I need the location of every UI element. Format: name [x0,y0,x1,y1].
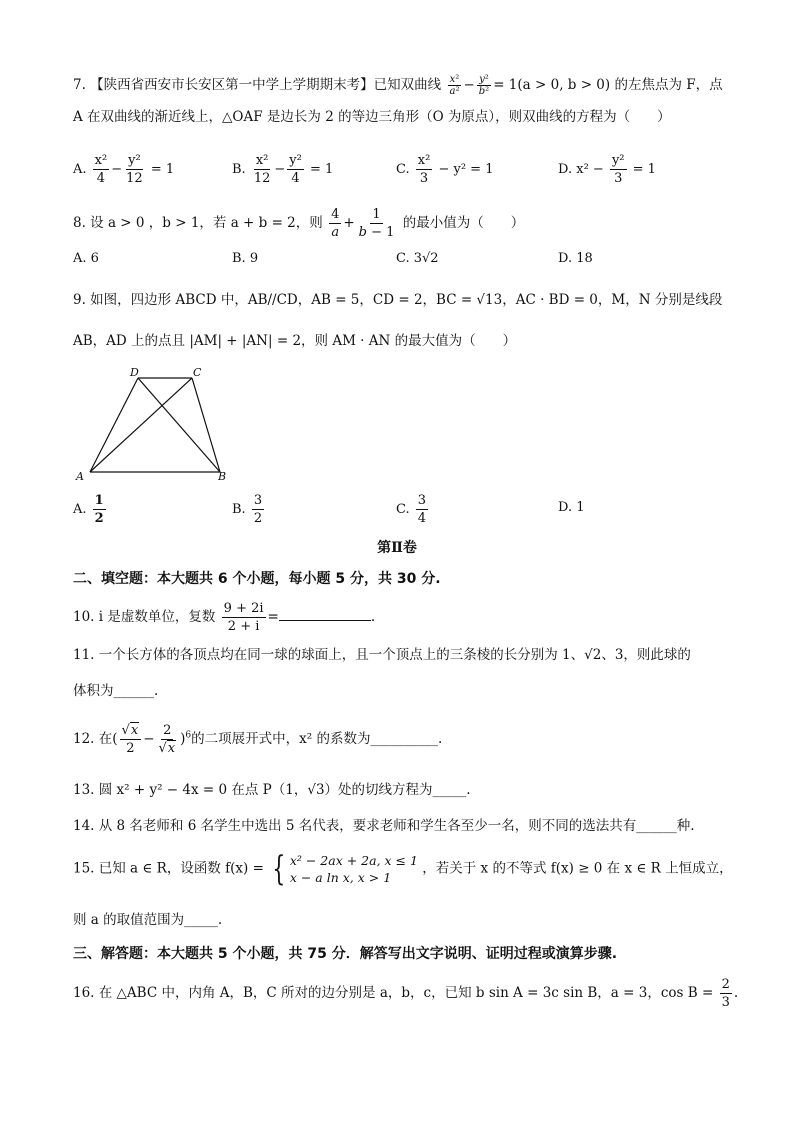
label-b: B [218,470,227,483]
q16-frac: $\frac{2}{3}$ [721,977,730,1010]
q7-c-tail: − y² = 1 [438,162,494,177]
question-15-line-2: 则 a 的取值范围为_____. [73,912,223,928]
q9-option-d-label: D. [558,500,573,515]
q8-option-d[interactable]: D. 18 [558,251,593,266]
q7-option-c-label: C. [396,162,410,177]
q7-a-frac1: $\frac{\text{x²}}{4}$ [94,153,108,186]
q7-b-frac2: $\frac{\text{y²}}{4}$ [289,153,302,186]
question-11-line-1: 11. 一个长方体的各顶点均在同一球的球面上，且一个顶点上的三条棱的长分别为 1、√2、3，则此球的 [73,647,691,663]
q7-frac-x: $\frac{\text{x²}}{\text{a²}}$ [449,74,460,97]
question-7-line-1: 7. 【陕西省西安市长安区第一中学上学期期末考】已知双曲线 $\frac{\text{x²}}{\text{a²}}$ − $\frac{\text{y²}}{\text{b²}}$ = 1(a > 0, b > 0) 的左焦点为 F，点 [73,74,723,97]
q16-lead: 16. 在 △ABC 中，内角 A，B，C 所对的边分别是 a，b，c，已知 b sin A = 3c sin B，a = 3，cos B = [73,985,714,1001]
q12-frac1: $\frac{√x}{2}$ [120,722,142,757]
q7-frac-y: $\frac{\text{y²}}{\text{b²}}$ [478,74,490,97]
q9-option-a-label: A. [73,502,87,517]
q8-frac1: $\frac{4}{a}$ [331,207,340,240]
q10-lead: 10. i 是虚数单位，复数 [73,609,216,625]
q7-c-frac1: $\frac{\text{x²}}{3}$ [417,153,431,186]
q7-d-pre: x² − [576,162,604,177]
q10-frac: $\frac{9 + 2i}{2 + i}$ [223,601,264,634]
q8-frac2: $\frac{1}{b - 1}$ [358,207,395,240]
section-3-heading: 三、解答题：本大题共 5 个小题，共 75 分．解答写出文字说明、证明过程或演算步骤. [73,946,618,962]
trapezoid-figure [72,362,242,484]
q7-option-d-label: D. [558,162,573,177]
q15-tail: ，若关于 x 的不等式 f(x) ≥ 0 在 x ∈ R 上恒成立， [422,860,733,877]
q9-option-c-label: C. [396,502,410,517]
q12-tail: 的二项展开式中，x² 的系数为__________. [191,731,443,747]
q12-lead: 12. 在 [73,731,113,747]
q7-option-d[interactable] [558,152,656,187]
q8-option-c[interactable]: C. 3√2 [396,251,439,266]
question-9-line-2: AB，AD 上的点且 |AM| + |AN| = 2，则 AM · AN 的最大值为（ ） [73,333,517,349]
q7-d-frac2: $\frac{\text{y²}}{3}$ [611,153,625,186]
q7-option-a-label: A. [73,162,87,177]
question-12: 12. 在( $\frac{√x}{2}$ − $\frac{2}{√x}$ )$^6$的二项展开式中，x² 的系数为__________. [73,723,443,756]
q9-option-a[interactable] [73,492,108,527]
q7-tail: 的左焦点为 F，点 [610,77,723,93]
q15-case-2: x − a ln x, x > 1 [289,870,392,885]
q9-option-b-label: B. [232,502,246,517]
q8-option-a[interactable]: A. 6 [73,251,99,266]
q9-option-b[interactable] [232,492,266,527]
question-8: 8. 设 a > 0 ，b > 1，若 a + b = 2，则 $\frac{4}{a}$ + $\frac{1}{b - 1}$ 的最小值为（ ） [73,207,525,240]
q9-b-frac: $\frac{3}{2}$ [253,493,263,526]
q7-b-frac1: $\frac{\text{x²}}{12}$ [253,153,271,186]
question-9-line-1: 9. 如图，四边形 ABCD 中，AB//CD，AB = 5，CD = 2，BC = √13，AC · BD = 0，M，N 分别是线段 [73,292,723,308]
question-11-line-2: 体积为______. [73,683,159,699]
question-14: 14. 从 8 名老师和 6 名学生中选出 5 名代表，要求老师和学生各至少一名，则不同的选法共有______种. [73,818,695,834]
q8-tail: 的最小值为（ ） [402,215,525,231]
q15-piecewise: { x² − 2ax + 2a, x ≤ 1 x − a ln x, x > 1 [272,849,418,889]
q9-a-frac: $\frac{1}{2}$ [94,493,104,526]
question-13: 13. 圆 x² + y² − 4x = 0 在点 P（1，√3）处的切线方程为_____. [73,782,471,798]
q7-option-a[interactable]: A. $\frac{\text{x²}}{4}$ − $\frac{\text{y²}}{12}$ = 1 [73,153,175,186]
question-7-line-2: A 在双曲线的渐近线上，△OAF 是边长为 2 的等边三角形（O 为原点），则双曲线的方程为（ ） [73,109,671,125]
q12-frac2: $\frac{2}{√x}$ [158,723,176,756]
part-2-title: 第Ⅱ卷 [377,540,417,556]
question-16 [73,976,738,1011]
q7-option-c[interactable] [396,152,493,187]
q7-option-b[interactable]: B. $\frac{\text{x²}}{12}$ − $\frac{\text{y²}}{4}$ = 1 [232,153,334,186]
q7-option-b-label: B. [232,162,246,177]
q7-b-tail: = 1 [309,162,334,177]
q10-answer-blank[interactable] [279,606,371,621]
q16-tail: . [733,985,739,1001]
q7-d-tail: = 1 [632,162,656,177]
q8-option-b[interactable]: B. 9 [232,251,259,266]
q15-lead: 15. 已知 a ∈ R，设函数 f(x) = [73,860,264,877]
label-d: D [130,366,139,379]
label-a: A [76,470,84,483]
question-10: 10. i 是虚数单位，复数 $\frac{9 + 2i}{2 + i}$ = . [73,601,376,634]
question-15-line-1 [73,849,733,889]
q9-option-c[interactable] [396,492,430,527]
q9-option-d[interactable] [558,498,585,518]
label-c: C [193,366,202,379]
q7-lead: 7. 【陕西省西安市长安区第一中学上学期期末考】已知双曲线 [73,77,442,93]
q8-lead: 8. 设 a > 0 ，b > 1，若 a + b = 2，则 [73,215,323,231]
q10-tail: . [370,609,376,625]
q7-a-frac2: $\frac{\text{y²}}{12}$ [126,153,143,186]
section-2-heading: 二、填空题：本大题共 6 个小题，每小题 5 分，共 30 分. [73,571,441,587]
q7-cond: (a > 0, b > 0) [517,77,611,93]
q9-option-d-text: 1 [576,500,585,515]
q15-case-1: x² − 2ax + 2a, x ≤ 1 [289,853,418,868]
q7-a-tail: = 1 [150,162,175,177]
q9-c-frac: $\frac{3}{4}$ [417,493,427,526]
